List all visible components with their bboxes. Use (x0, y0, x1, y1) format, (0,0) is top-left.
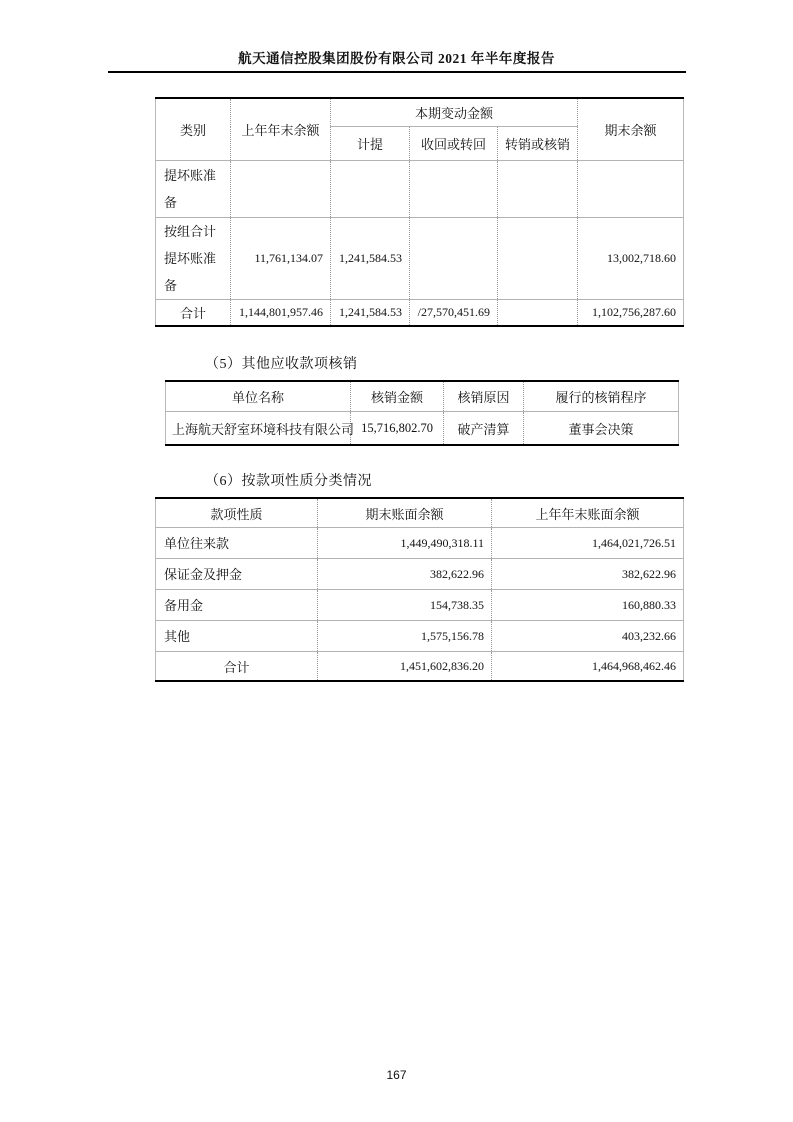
cell-accrual (331, 161, 410, 218)
table-row (156, 218, 684, 300)
col-header-recovered: 收回或转回 (410, 127, 498, 161)
col-header-prev-year-book-balance: 上年年末账面余额 (492, 498, 684, 528)
table-row (156, 161, 684, 218)
table-row (156, 559, 684, 590)
total-row (156, 652, 684, 682)
cell-category: 合计 (156, 300, 231, 327)
col-header-current-change: 本期变动金额 (331, 98, 578, 127)
cell-nature: 单位往来款 (156, 528, 318, 559)
cell-prev-year-book-balance: 1,464,968,462.46 (492, 652, 684, 682)
cell-writeoff-procedure: 董事会决策 (524, 412, 679, 446)
cell-prev-year-balance: 1,144,801,957.46 (231, 300, 331, 327)
cell-ending-book-balance: 1,451,602,836.20 (318, 652, 492, 682)
table-row (156, 621, 684, 652)
cell-entity-name: 上海航天舒室环境科技有限公司 (166, 412, 351, 446)
cell-writeoff-reason: 破产清算 (444, 412, 524, 446)
cell-written-off (498, 161, 578, 218)
cell-ending-book-balance: 1,575,156.78 (318, 621, 492, 652)
table-row (156, 528, 684, 559)
table-row (156, 590, 684, 621)
bad-debt-provision-table (155, 97, 684, 327)
cell-ending-balance: 13,002,718.60 (578, 218, 684, 300)
page-number: 167 (386, 1068, 407, 1082)
writeoff-header-row (166, 381, 679, 412)
col-header-accrual: 计提 (331, 127, 410, 161)
cell-ending-balance (578, 161, 684, 218)
cell-nature: 其他 (156, 621, 318, 652)
cell-prev-year-balance (231, 161, 331, 218)
cell-prev-year-book-balance: 403,232.66 (492, 621, 684, 652)
cell-written-off (498, 218, 578, 300)
cell-writeoff-amount: 15,716,802.70 (351, 412, 444, 446)
other-receivables-writeoff-table (165, 380, 679, 446)
col-header-written-off: 转销或核销 (498, 127, 578, 161)
col-header-nature: 款项性质 (156, 498, 318, 528)
provision-header-row-1 (156, 98, 684, 127)
cell-written-off (498, 300, 578, 327)
cell-ending-balance: 1,102,756,287.60 (578, 300, 684, 327)
cell-prev-year-book-balance: 1,464,021,726.51 (492, 528, 684, 559)
col-header-ending-book-balance: 期末账面余额 (318, 498, 492, 528)
cell-ending-book-balance: 154,738.35 (318, 590, 492, 621)
cell-prev-year-book-balance: 160,880.33 (492, 590, 684, 621)
cell-nature: 备用金 (156, 590, 318, 621)
col-header-writeoff-amount: 核销金额 (351, 381, 444, 412)
col-header-writeoff-procedure: 履行的核销程序 (524, 381, 679, 412)
section-title-nature: （6）按款项性质分类情况 (205, 474, 372, 489)
col-header-ending-balance: 期末余额 (578, 98, 684, 161)
cell-prev-year-book-balance: 382,622.96 (492, 559, 684, 590)
receivables-by-nature-table (155, 497, 684, 682)
cell-nature: 合计 (156, 652, 318, 682)
cell-recovered: /27,570,451.69 (410, 300, 498, 327)
cell-ending-book-balance: 1,449,490,318.11 (318, 528, 492, 559)
header-rule (108, 71, 686, 73)
col-header-entity-name: 单位名称 (166, 381, 351, 412)
cell-recovered (410, 161, 498, 218)
cell-ending-book-balance: 382,622.96 (318, 559, 492, 590)
cell-category: 提坏账准备 (156, 161, 231, 218)
section-title-writeoff: （5）其他应收款项核销 (205, 357, 358, 372)
table-row (166, 412, 679, 446)
page-header-title: 航天通信控股集团股份有限公司 2021 年半年度报告 (238, 51, 555, 66)
cell-prev-year-balance: 11,761,134.07 (231, 218, 331, 300)
col-header-writeoff-reason: 核销原因 (444, 381, 524, 412)
cell-accrual: 1,241,584.53 (331, 300, 410, 327)
cell-accrual: 1,241,584.53 (331, 218, 410, 300)
total-row (156, 300, 684, 327)
cell-nature: 保证金及押金 (156, 559, 318, 590)
col-header-prev-year-balance: 上年年末余额 (231, 98, 331, 161)
cell-category: 按组合计提坏账准备 (156, 218, 231, 300)
nature-header-row (156, 498, 684, 528)
col-header-category: 类别 (156, 98, 231, 161)
cell-recovered (410, 218, 498, 300)
